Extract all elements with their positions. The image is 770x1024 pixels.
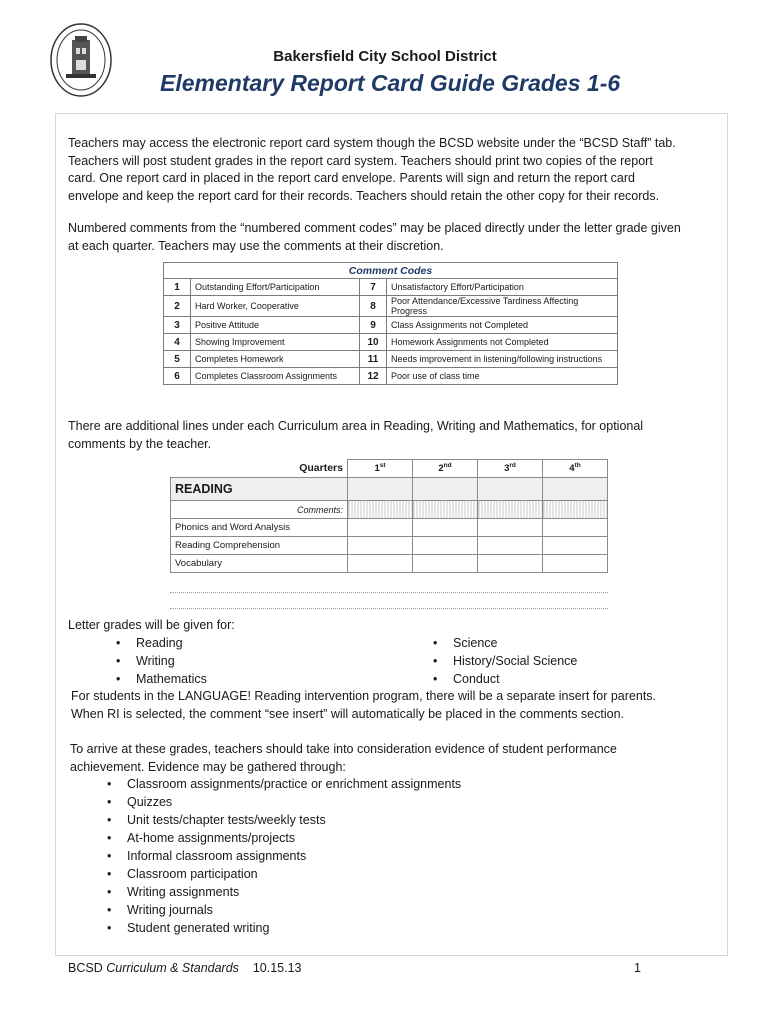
comments-row <box>171 501 608 519</box>
document-title: Elementary Report Card Guide Grades 1-6 <box>160 70 621 96</box>
table-row: 3 Positive Attitude 9 Class Assignments not Completed <box>164 317 618 334</box>
comment-line <box>170 592 608 593</box>
table-row: Reading Comprehension <box>171 537 608 555</box>
page-number: 1 <box>634 961 641 975</box>
quarter-3: 3rd <box>478 460 543 478</box>
intro-paragraph: Teachers may access the electronic report card system though the BCSD website under the “BCSD Staff” tab. Teachers will post student grades in the report card system. Teachers should print two copies of the report card. One report card in placed in the report card envelope. Parents will sign and return the report card envelope and keep the report card for their records. Teachers should retain the other copy for their records. <box>68 136 676 203</box>
quarter-4: 4th <box>543 460 608 478</box>
table-row: Vocabulary <box>171 555 608 573</box>
quarters-label: Quarters <box>299 462 343 475</box>
list-item: • Reading <box>116 636 183 650</box>
reading-section-row <box>171 478 608 501</box>
table-row: 1 Outstanding Effort/Participation 7 Unsatisfactory Effort/Participation <box>164 279 618 296</box>
quarters-header-row <box>171 460 608 478</box>
quarter-2: 2nd <box>413 460 478 478</box>
comment-codes-title: Comment Codes <box>164 263 618 279</box>
list-item: • Science <box>433 636 498 650</box>
comments-label: Comments: <box>171 501 348 519</box>
comment-line <box>170 608 608 609</box>
evidence-paragraph: To arrive at these grades, teachers should take into consideration evidence of student performance achievement. Evidence may be gathered through: <box>70 742 617 774</box>
list-item: • Student generated writing <box>107 921 270 935</box>
table-row: 4 Showing Improvement 10 Homework Assignments not Completed <box>164 334 618 351</box>
language-program-paragraph: For students in the LANGUAGE! Reading intervention program, there will be a separate insert for parents. When RI is selected, the comment “see insert” will automatically be placed in the comments section. <box>71 689 657 721</box>
table-row: 5 Completes Homework 11 Needs improvement in listening/following instructions <box>164 351 618 368</box>
list-item: • Unit tests/chapter tests/weekly tests <box>107 813 326 827</box>
list-item: • Writing assignments <box>107 885 240 899</box>
comment-codes-table <box>163 262 618 385</box>
reading-heading: READING <box>171 478 348 501</box>
list-item: • Mathematics <box>116 672 207 686</box>
footer-text: BCSD Curriculum & Standards 10.15.13 <box>68 961 302 975</box>
list-item: • Informal classroom assignments <box>107 849 307 863</box>
district-name: Bakersfield City School District <box>273 48 497 65</box>
letter-grades-intro: Letter grades will be given for: <box>68 618 235 632</box>
quarter-1: 1st <box>348 460 413 478</box>
list-item: • Writing <box>116 654 175 668</box>
table-row: Phonics and Word Analysis <box>171 519 608 537</box>
list-item: • Classroom participation <box>107 867 258 881</box>
additional-lines-paragraph: There are additional lines under each Curriculum area in Reading, Writing and Mathematics, for optional comments by the teacher. <box>68 419 644 451</box>
list-item: • At-home assignments/projects <box>107 831 296 845</box>
table-row: 6 Completes Classroom Assignments 12 Poor use of class time <box>164 368 618 385</box>
reading-sample-table <box>170 459 608 573</box>
list-item: • Conduct <box>433 672 500 686</box>
list-item: • Classroom assignments/practice or enrichment assignments <box>107 777 462 791</box>
numbered-comments-paragraph: Numbered comments from the “numbered comment codes” may be placed directly under the letter grade given at each quarter. Teachers may use the comments at their discretion. <box>68 221 681 253</box>
list-item: • History/Social Science <box>433 654 578 668</box>
list-item: • Writing journals <box>107 903 213 917</box>
table-row: 2 Hard Worker, Cooperative 8 Poor Attendance/Excessive Tardiness Affecting Progress <box>164 296 618 317</box>
list-item: • Quizzes <box>107 795 173 809</box>
